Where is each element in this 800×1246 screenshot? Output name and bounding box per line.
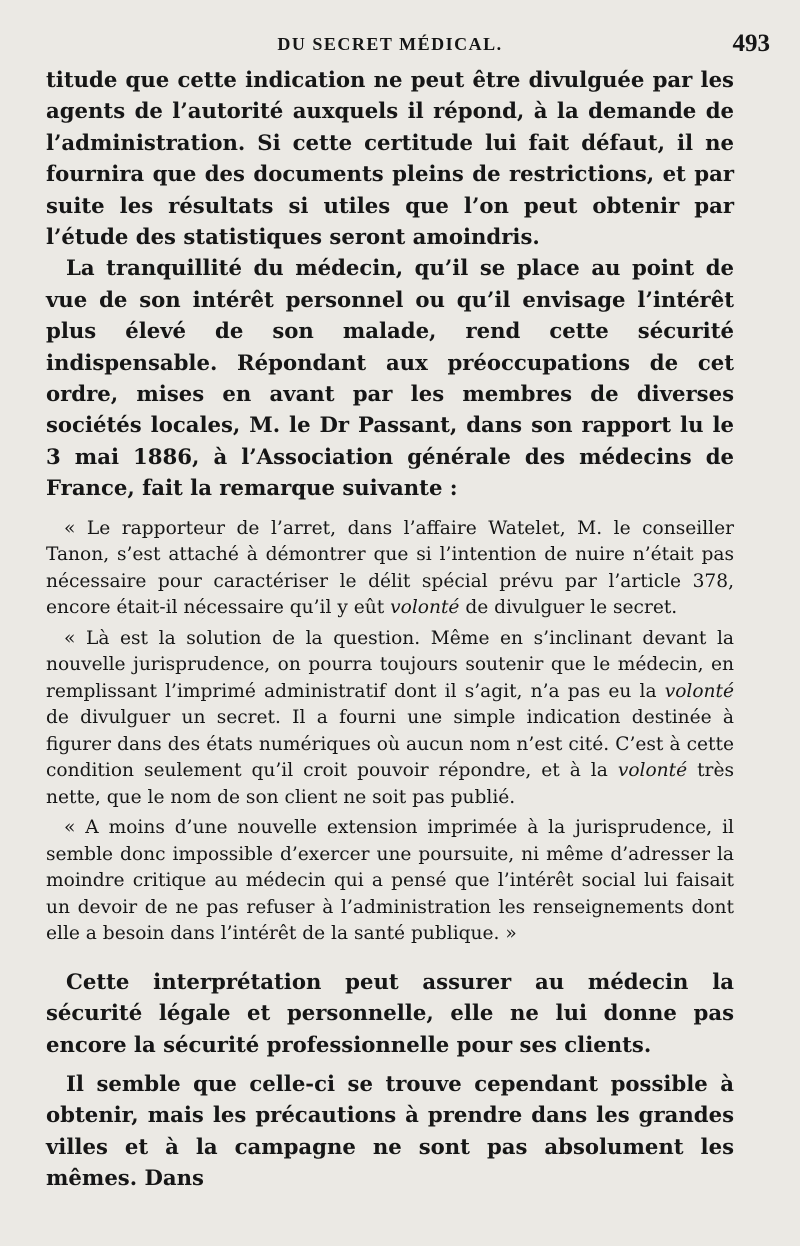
quote-paragraph-1 bbox=[46, 516, 734, 622]
quote-2-text-b: de divulguer un secret. Il a fourni une simple indication destinée à figurer dans des états numériques où aucun nom n’est cité. C’est à cette condition seulement qu’il croit pouvoir répondre, et à la bbox=[46, 707, 734, 782]
paragraph-3: Cette interprétation peut assurer au médecin la sécurité légale et personnelle, elle ne lui donne pas encore la sécurité professionnelle pour ses clients. bbox=[46, 968, 734, 1057]
quote-1-emphasis: volonté bbox=[390, 597, 460, 619]
quote-1-text-a: « Le rapporteur de l’arret, dans l’affaire Watelet, M. le conseiller Tanon, s’est attaché à démontrer que si l’intention de nuire n’était pas nécessaire pour caractériser le délit spécial prévu par l’article 378, encore était-il nécessaire qu’il y eût bbox=[46, 517, 734, 619]
quote-paragraph-3: « A moins d’une nouvelle extension imprimée à la jurisprudence, il semble donc impossible d’exercer une poursuite, ni même d’adresser la moindre critique au médecin qui a pensé que l’intérêt social lui faisait un devoir de ne pas refuser à l’administration les renseignements dont elle a besoin dans l’intérêt de la santé publique. » bbox=[46, 817, 734, 945]
quote-2-emphasis-1: volonté bbox=[664, 680, 734, 702]
quote-2-emphasis-2: volonté bbox=[617, 760, 688, 782]
quote-paragraph-2 bbox=[46, 626, 734, 812]
quotation-block bbox=[46, 516, 734, 948]
quote-2-text-c: très nette, que le nom de son client ne soit pas publié. bbox=[46, 760, 734, 808]
paragraph-4: Il semble que celle-ci se trouve cependant possible à obtenir, mais les précautions à prendre dans les grandes villes et à la campagne ne sont pas absolument les mêmes. Dans bbox=[46, 1070, 734, 1191]
paragraph-1: titude que cette indication ne peut être divulguée par les agents de l’autorité auxquels il répond, à la demande de l’administration. Si cette certitude lui fait défaut, il ne fournira que des documents pleins de restrictions, et par suite les résultats si utiles que l’on peut obtenir par l’étude des statistiques seront amoindris. bbox=[46, 67, 734, 250]
quote-1-text-b: de divulguer le secret. bbox=[459, 597, 678, 619]
running-head bbox=[46, 30, 770, 64]
paragraph-2: La tranquillité du médecin, qu’il se place au point de vue de son intérêt personnel ou qu’il envisage l’intérêt plus élevé de son malade, rend cette sécurité indispensable. Répondant aux préoccupations de cet ordre, mises en avant par les membres de diverses sociétés locales, M. le Dr Passant, dans son rapport lu le 3 mai 1886, à l’Association générale des médecins de France, fait la remarque suivante : bbox=[46, 255, 734, 501]
running-title: DU SECRET MÉDICAL. bbox=[277, 34, 503, 54]
page-number: 493 bbox=[732, 30, 770, 57]
quote-2-text-a: « Là est la solution de la question. Même en s’inclinant devant la nouvelle jurisprudence, on pourra toujours soutenir que le médecin, en remplissant l’imprimé administratif dont il s’agit, n’a pas eu la bbox=[46, 627, 734, 702]
